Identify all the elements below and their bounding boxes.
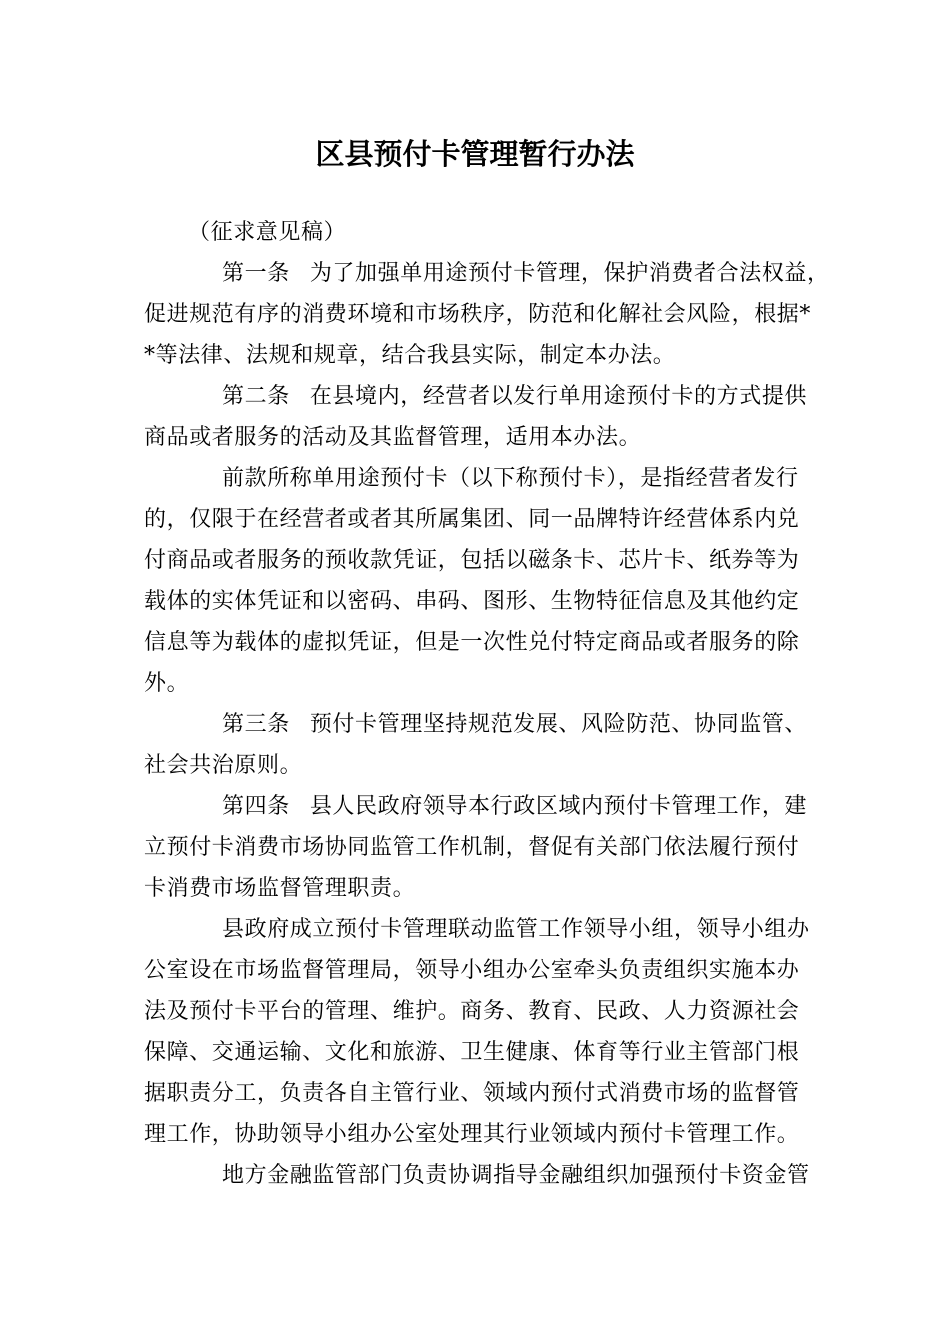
article-number: 第四条: [222, 794, 290, 819]
line-text: *等法律、法规和规章，结合我县实际，制定本办法。: [144, 343, 676, 368]
paragraph-line: [144, 704, 824, 745]
paragraph-line: [144, 417, 824, 458]
document-subtitle: （征求意见稿）: [188, 220, 347, 245]
line-text: 商品或者服务的活动及其监督管理，适用本办法。: [144, 425, 642, 450]
line-text: 法及预付卡平台的管理、维护。商务、教育、民政、人力资源社会: [144, 999, 800, 1024]
line-text: 在县境内，经营者以发行单用途预付卡的方式提供: [309, 384, 808, 409]
paragraph-line: [144, 745, 824, 786]
body-paragraph: [144, 1155, 824, 1196]
article-paragraph: [144, 704, 824, 786]
article-paragraph: [144, 376, 824, 458]
paragraph-line: [144, 909, 824, 950]
line-text: 外。: [144, 671, 190, 696]
paragraph-line: [144, 786, 824, 827]
line-text: 县人民政府领导本行政区域内预付卡管理工作，建: [309, 794, 808, 819]
line-text: 促进规范有序的消费环境和市场秩序，防范和化解社会风险，根据*: [144, 302, 812, 327]
line-text: 信息等为载体的虚拟凭证，但是一次性兑付特定商品或者服务的除: [144, 630, 800, 655]
paragraph-line: [144, 1073, 824, 1114]
line-text: 付商品或者服务的预收款凭证，包括以磁条卡、芯片卡、纸券等为: [144, 548, 800, 573]
paragraph-line: [144, 622, 824, 663]
paragraph-line: [144, 1032, 824, 1073]
line-text: 县政府成立预付卡管理联动监管工作领导小组，领导小组办: [222, 917, 810, 942]
line-text: 的，仅限于在经营者或者其所属集团、同一品牌特许经营体系内兑: [144, 507, 800, 532]
line-text: 卡消费市场监督管理职责。: [144, 876, 416, 901]
article-number: 第二条: [222, 384, 290, 409]
paragraph-line: [144, 991, 824, 1032]
line-text: 理工作，协助领导小组办公室处理其行业领域内预付卡管理工作。: [144, 1122, 800, 1147]
body-paragraph: [144, 458, 824, 704]
line-text: 为了加强单用途预付卡管理，保护消费者合法权益，: [309, 261, 830, 286]
paragraph-line: [144, 868, 824, 909]
document-body: [144, 212, 830, 1196]
paragraph-line: [144, 950, 824, 991]
line-text: 社会共治原则。: [144, 753, 303, 778]
paragraph-line: [144, 663, 824, 704]
paragraph-line: [144, 376, 824, 417]
article-paragraph: [144, 786, 824, 909]
line-text: 前款所称单用途预付卡（以下称预付卡），是指经营者发行: [222, 466, 799, 491]
article-number: 第一条: [222, 261, 290, 286]
line-text: 载体的实体凭证和以密码、串码、图形、生物特征信息及其他约定: [144, 589, 800, 614]
paragraph-line: [144, 1155, 824, 1196]
paragraph-line: [144, 499, 824, 540]
paragraph-line: [144, 253, 830, 294]
line-text: 据职责分工，负责各自主管行业、领域内预付式消费市场的监督管: [144, 1081, 800, 1106]
paragraph-line: [144, 581, 824, 622]
line-text: 立预付卡消费市场协同监管工作机制，督促有关部门依法履行预付: [144, 835, 800, 860]
paragraph-line: [144, 827, 824, 868]
body-paragraph: [144, 909, 824, 1155]
paragraph-line: [144, 458, 824, 499]
line-text: 公室设在市场监督管理局，领导小组办公室牵头负责组织实施本办: [144, 958, 800, 983]
paragraph-line: [144, 294, 824, 335]
paragraph-line: [144, 335, 824, 376]
paragraph-line: [144, 540, 824, 581]
line-text: 保障、交通运输、文化和旅游、卫生健康、体育等行业主管部门根: [144, 1040, 800, 1065]
article-paragraph: [144, 253, 830, 376]
document-title: 区县预付卡管理暂行办法: [315, 137, 635, 171]
paragraph-list: [144, 253, 830, 1196]
line-text: 预付卡管理坚持规范发展、风险防范、协同监管、: [309, 712, 808, 737]
article-number: 第三条: [222, 712, 290, 737]
paragraph-line: [144, 1114, 824, 1155]
line-text: 地方金融监管部门负责协调指导金融组织加强预付卡资金管: [222, 1163, 810, 1188]
